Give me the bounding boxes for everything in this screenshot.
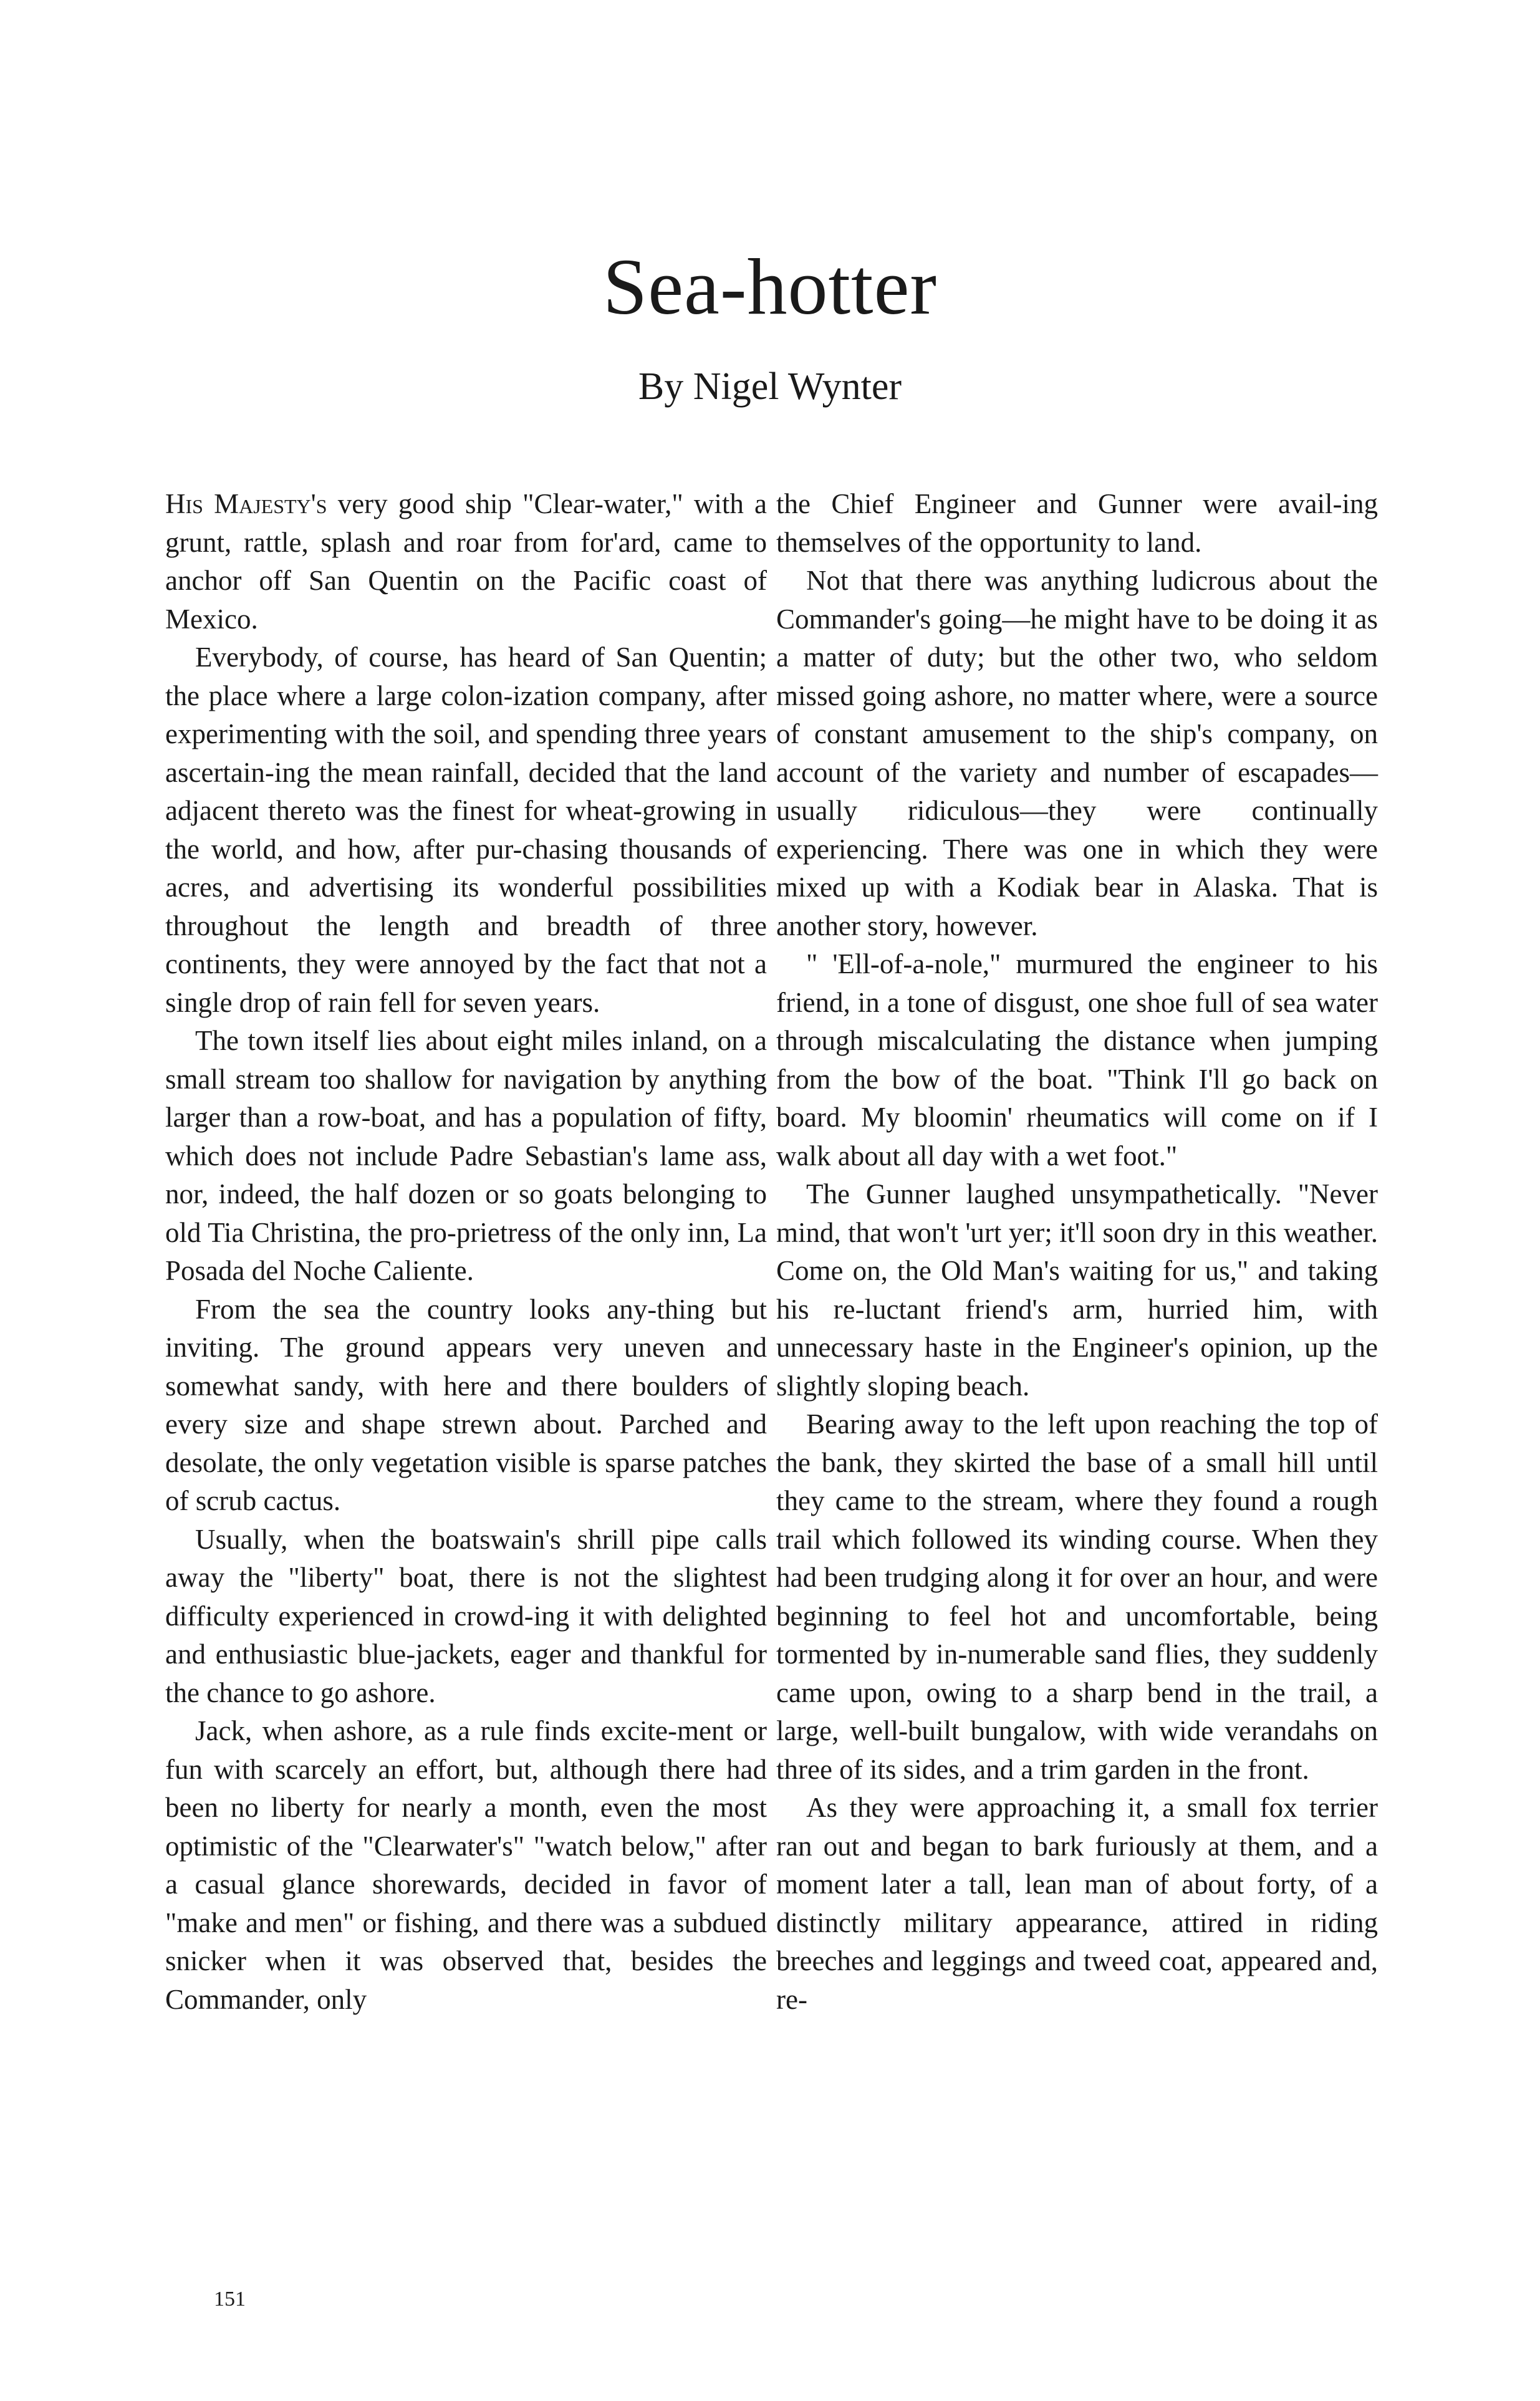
paragraph: Not that there was anything ludicrous about the Commander's going—he might have to be doing it as a matter of duty; but the other two, who seldom missed going ashore, no matter where, were a source of constant amusement to the ship's company, on account of the variety and number of escapades—usually ridiculous—they were continually experiencing. There was one in which they were mixed up with a Kodiak bear in Alaska. That is another story, however. bbox=[776, 565, 1378, 941]
paragraph: The town itself lies about eight miles inland, on a small stream too shallow for navigation by anything larger than a row-boat, and has a population of fifty, which does not include Padre Sebastian's lame ass, nor, indeed, the half dozen or so goats belonging to old Tia Christina, the pro-prietress of the only inn, La Posada del Noche Caliente. bbox=[165, 1025, 767, 1286]
paragraph: Bearing away to the left upon reaching the top of the bank, they skirted the base of a small hill until they came to the stream, where they found a rough trail which followed its winding course. When they had been trudging along it for over an hour, and were beginning to feel hot and uncomfortable, being tormented by in-numerable sand flies, they suddenly came upon, owing to a sharp bend in the trail, a large, well-built bungalow, with wide verandahs on three of its sides, and a trim garden in the front. bbox=[776, 1408, 1378, 1785]
paragraph-text: very good ship "Clear-water," with a grunt, rattle, splash and roar from for'ard, came to anchor off San Quentin on the Pacific coast of Mexico. bbox=[165, 488, 767, 635]
article-byline: By Nigel Wynter bbox=[638, 365, 902, 408]
paragraph: Jack, when ashore, as a rule finds excite-ment or fun with scarcely an effort, but, although there had been no liberty for nearly a month, even the most optimistic of the "Clearwater's" "watch below," after a casual glance shorewards, decided in favor of "make and men" or fishing, and there was a subdued snicker when it was observed that, besides the Commander, only bbox=[165, 1715, 767, 2015]
paragraph: " 'Ell-of-a-nole," murmured the engineer to his friend, in a tone of disgust, one shoe full of sea water through miscalculating the distance when jumping from the bow of the boat. "Think I'll go back on board. My bloomin' rheumatics will come on if I walk about all day with a wet foot." bbox=[776, 948, 1378, 1172]
paragraph: As they were approaching it, a small fox terrier ran out and began to bark furiously at them, and a moment later a tall, lean man of about forty, of a distinctly military appearance, attired in riding breeches and leggings and tweed coat, appeared and, re- bbox=[776, 1792, 1378, 2015]
article-title: Sea-hotter bbox=[603, 243, 937, 331]
left-column bbox=[165, 485, 767, 2019]
paragraph: Usually, when the boatswain's shrill pipe calls away the "liberty" boat, there is not the slightest difficulty experienced in crowd-ing it with delighted and enthusiastic blue-jackets, eager and thankful for the chance to go ashore. bbox=[165, 1523, 767, 1708]
paragraph: The Gunner laughed unsympathetically. "Never mind, that won't 'urt yer; it'll soon dry in this weather. Come on, the Old Man's waiting for us," and taking his re-luctant friend's arm, hurried him, with unnecessary haste in the Engineer's opinion, up the slightly sloping beach. bbox=[776, 1178, 1378, 1402]
paragraph bbox=[165, 485, 767, 638]
paragraph-lead-in: His Majesty's bbox=[165, 488, 327, 519]
page-number: 151 bbox=[214, 2288, 246, 2311]
right-column bbox=[776, 485, 1378, 2019]
paragraph: the Chief Engineer and Gunner were avail-ing themselves of the opportunity to land. bbox=[776, 488, 1378, 558]
paragraph: From the sea the country looks any-thing but inviting. The ground appears very uneven and somewhat sandy, with here and there boulders of every size and shape strewn about. Parched and desolate, the only vegetation visible is sparse patches of scrub cactus. bbox=[165, 1293, 767, 1516]
paragraph: Everybody, of course, has heard of San Quentin; the place where a large colon-ization company, after experimenting with the soil, and spending three years ascertain-ing the mean rainfall, decided that the land adjacent thereto was the finest for wheat-growing in the world, and how, after pur-chasing thousands of acres, and advertising its wonderful possibilities throughout the length and breadth of three continents, they were annoyed by the fact that not a single drop of rain fell for seven years. bbox=[165, 642, 767, 1018]
